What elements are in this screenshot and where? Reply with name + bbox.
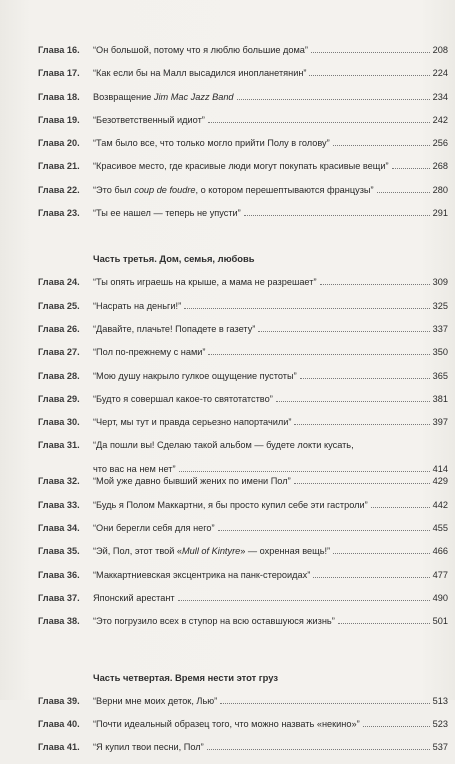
dot-leader (392, 168, 430, 169)
page-number: 501 (432, 616, 448, 627)
toc-row[interactable] (38, 346, 448, 369)
chapter-title: “Это был coup de foudre, о котором перешептываются французы” (93, 184, 374, 195)
toc-group-part2-end (38, 44, 448, 230)
chapter-number: Глава 30. (38, 417, 80, 428)
chapter-number: Глава 18. (38, 91, 80, 102)
toc-row[interactable] (38, 276, 448, 299)
chapter-title: “Мою душу накрыло гулкое ощущение пустоты” (93, 370, 297, 381)
toc-group-part3-a (38, 276, 448, 439)
chapter-title: “Ты ее нашел — теперь не упусти” (93, 208, 241, 219)
chapter-number: Глава 25. (38, 300, 80, 311)
page-number: 397 (432, 417, 448, 428)
page-number: 365 (432, 370, 448, 381)
toc-group-part4 (38, 695, 448, 764)
toc-row[interactable] (38, 522, 448, 545)
page-number: 455 (432, 523, 448, 534)
dot-leader (294, 424, 429, 425)
toc-row[interactable] (38, 370, 448, 393)
chapter-number: Глава 20. (38, 138, 80, 149)
chapter-title: “Маккартниевская эксцентрика на панк-стероидах” (93, 569, 311, 580)
toc-row[interactable] (38, 323, 448, 346)
toc-row[interactable] (38, 160, 448, 183)
toc-row[interactable] (38, 439, 448, 475)
dot-leader (244, 215, 430, 216)
chapter-number: Глава 24. (38, 277, 80, 288)
chapter-title: “Насрать на деньги!” (93, 300, 182, 311)
chapter-number: Глава 39. (38, 695, 80, 706)
chapter-number: Глава 21. (38, 161, 80, 172)
chapter-number: Глава 33. (38, 499, 80, 510)
page-number: 280 (432, 184, 448, 195)
toc-row[interactable] (38, 615, 448, 638)
dot-leader (218, 530, 430, 531)
chapter-number: Глава 37. (38, 592, 80, 603)
page-number: 208 (432, 45, 448, 55)
page-number: 268 (432, 161, 448, 172)
toc-row[interactable] (38, 569, 448, 592)
chapter-number: Глава 16. (38, 45, 80, 55)
chapter-number: Глава 32. (38, 476, 80, 487)
dot-leader (320, 284, 430, 285)
toc-row[interactable] (38, 114, 448, 137)
page-number: 256 (432, 138, 448, 149)
page-number: 513 (432, 695, 448, 706)
toc-row[interactable] (38, 44, 448, 67)
dot-leader (208, 122, 430, 123)
dot-leader (294, 483, 430, 484)
dot-leader (300, 378, 430, 379)
page-number: 490 (432, 592, 448, 603)
dot-leader (258, 331, 429, 332)
chapter-title: “Будто я совершал какое-то святотатство” (93, 393, 273, 404)
page-number: 537 (432, 742, 448, 753)
chapter-title: “Он большой, потому что я люблю большие дома” (93, 45, 308, 55)
dot-leader (371, 507, 430, 508)
chapter-number: Глава 22. (38, 184, 80, 195)
chapter-title: “Ты опять играешь на крыше, а мама не разрешает” (93, 277, 317, 288)
dot-leader (338, 623, 430, 624)
chapter-title: “Я купил твои песни, Пол” (93, 742, 204, 753)
chapter-number: Глава 36. (38, 569, 80, 580)
chapter-number: Глава 23. (38, 208, 80, 219)
part-heading-3: Часть третья. Дом, семья, любовь (93, 253, 255, 265)
dot-leader (333, 553, 430, 554)
toc-row[interactable] (38, 416, 448, 439)
toc-row[interactable] (38, 741, 448, 764)
toc-group-part3-b (38, 475, 448, 638)
chapter-number: Глава 27. (38, 347, 80, 358)
chapter-title: “Давайте, плачьте! Попадете в газету” (93, 323, 256, 334)
chapter-title: Возвращение Jim Mac Jazz Band (93, 91, 234, 102)
chapter-number: Глава 29. (38, 393, 80, 404)
dot-leader (237, 99, 430, 100)
chapter-number: Глава 40. (38, 718, 80, 729)
dot-leader (178, 600, 430, 601)
chapter-number: Глава 34. (38, 523, 80, 534)
toc-row[interactable] (38, 475, 448, 498)
chapter-title: “Верни мне моих деток, Лью” (93, 695, 218, 706)
toc-row[interactable] (38, 545, 448, 568)
page-number: 350 (432, 347, 448, 358)
part-heading-4: Часть четвертая. Время нести этот груз (93, 671, 279, 683)
chapter-title: “Пол по-прежнему с нами” (93, 347, 206, 358)
dot-leader (309, 75, 429, 76)
page-number: 466 (432, 546, 448, 557)
toc-row[interactable] (38, 207, 448, 230)
dot-leader (220, 703, 429, 704)
chapter-number: Глава 28. (38, 370, 80, 381)
toc-row[interactable] (38, 695, 448, 718)
dot-leader (363, 726, 430, 727)
page-number: 442 (432, 499, 448, 510)
chapter-title-line1: “Да пошли вы! Сделаю такой альбом — будете локти кусать, (93, 440, 354, 451)
chapter-number: Глава 38. (38, 616, 80, 627)
chapter-title: “Эй, Пол, этот твой «Mull of Kintyre» — охренная вещь!” (93, 546, 331, 557)
dot-leader (207, 749, 430, 750)
toc-row[interactable] (38, 499, 448, 522)
page-number: 429 (432, 476, 448, 487)
dot-leader (276, 401, 430, 402)
dot-leader (179, 471, 430, 472)
dot-leader (333, 145, 430, 146)
page-number: 381 (432, 393, 448, 404)
dot-leader (313, 577, 429, 578)
chapter-title-line2: что вас на нем нет” (93, 464, 176, 475)
chapter-title: “Почти идеальный образец того, что можно назвать «некино»” (93, 718, 360, 729)
chapter-title: “Как если бы на Малл высадился инопланетянин” (93, 68, 307, 79)
chapter-title: “Это погрузило всех в ступор на всю оставшуюся жизнь” (93, 616, 335, 627)
page-number: 414 (432, 464, 448, 475)
chapter-title: Японский арестант (93, 592, 175, 603)
page-number: 234 (432, 91, 448, 102)
dot-leader (208, 354, 429, 355)
toc-row[interactable] (38, 91, 448, 114)
page-number: 309 (432, 277, 448, 288)
chapter-title: “Мой уже давно бывший жених по имени Пол” (93, 476, 291, 487)
toc-row[interactable] (38, 592, 448, 615)
page-number: 224 (432, 68, 448, 79)
chapter-title: “Безответственный идиот” (93, 114, 205, 125)
toc-row[interactable] (38, 137, 448, 160)
chapter-number: Глава 19. (38, 114, 80, 125)
chapter-number: Глава 41. (38, 742, 80, 753)
toc-row[interactable] (38, 67, 448, 90)
chapter-title: “Красивое место, где красивые люди могут покупать красивые вещи” (93, 161, 389, 172)
chapter-title: “Они берегли себя для него” (93, 523, 215, 534)
toc-row[interactable] (38, 393, 448, 416)
page-number: 325 (432, 300, 448, 311)
dot-leader (311, 52, 430, 53)
page-number: 523 (432, 718, 448, 729)
toc-row[interactable] (38, 300, 448, 323)
page-number: 337 (432, 323, 448, 334)
chapter-number: Глава 17. (38, 68, 80, 79)
chapter-title: “Черт, мы тут и правда серьезно напортачили” (93, 417, 292, 428)
toc-row[interactable] (38, 718, 448, 741)
page-number: 477 (432, 569, 448, 580)
toc-row[interactable] (38, 184, 448, 207)
chapter-title: “Там было все, что только могло прийти Полу в голову” (93, 138, 330, 149)
page-number: 242 (432, 114, 448, 125)
dot-leader (184, 308, 430, 309)
chapter-number: Глава 26. (38, 323, 80, 334)
table-of-contents (38, 44, 448, 764)
chapter-title: “Будь я Полом Маккартни, я бы просто купил себе эти гастроли” (93, 499, 368, 510)
chapter-number: Глава 31. (38, 440, 80, 451)
chapter-number: Глава 35. (38, 546, 80, 557)
dot-leader (377, 192, 430, 193)
page-number: 291 (432, 208, 448, 219)
